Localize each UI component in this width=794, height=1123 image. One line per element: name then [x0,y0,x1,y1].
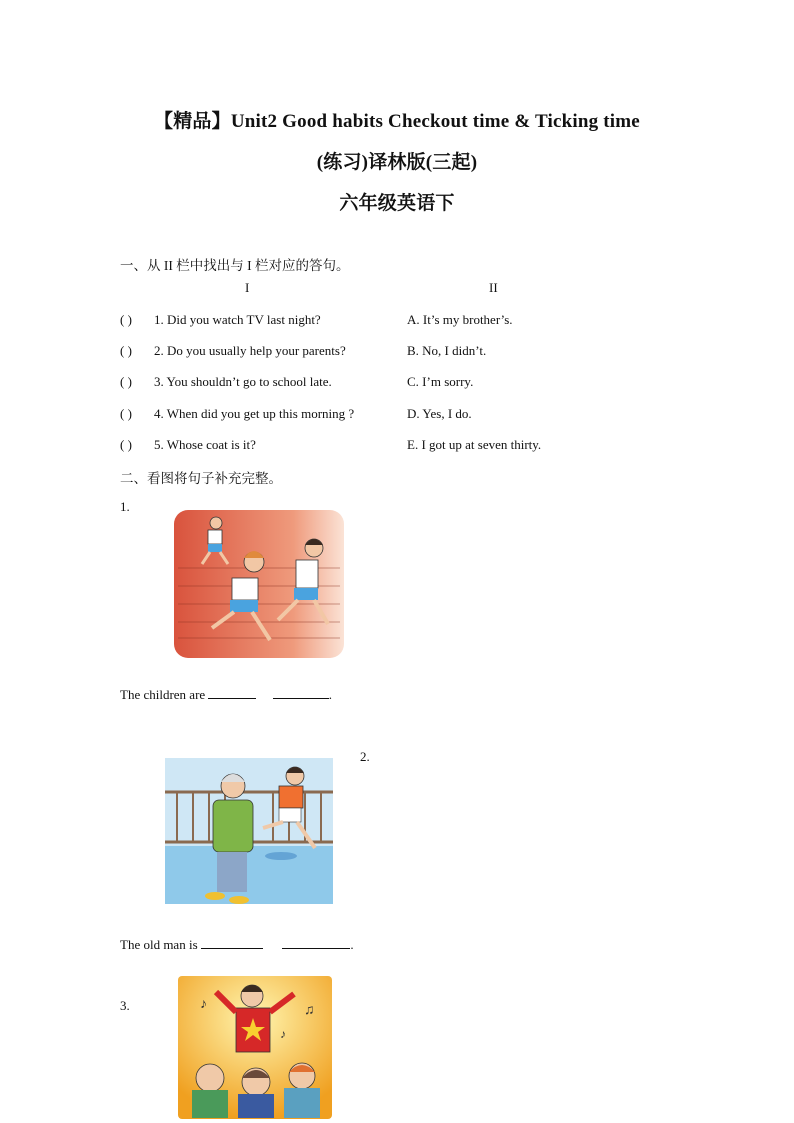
answer-paren[interactable]: ( ) [120,374,132,389]
question-row [120,312,321,328]
boy-running-past-old-man-illustration [163,756,335,906]
answer-blank[interactable] [208,686,256,699]
svg-text:♪: ♪ [200,997,207,1012]
answer-option: D. Yes, I do. [407,406,472,421]
singer-performing-audience-covering-ears-illustration [176,974,334,1119]
question-text: 1. Did you watch TV last night? [154,312,321,327]
question-row [120,406,354,422]
answer-option: B. No, I didn’t. [407,343,487,358]
sentence-text: The children are [120,687,206,702]
question-text: 2. Do you usually help your parents? [154,343,346,358]
question-text: 4. When did you get up this morning ? [154,406,355,421]
answer-paren[interactable]: ( ) [120,437,132,452]
column-header-II: II [489,280,498,295]
svg-text:♫: ♫ [304,1003,315,1018]
svg-text:♪: ♪ [280,1027,286,1041]
answer-paren[interactable]: ( ) [120,312,132,327]
answer-option: E. I got up at seven thirty. [407,437,542,452]
answer-option: A. It’s my brother’s. [407,312,513,327]
answer-blank[interactable] [201,936,263,949]
title-line-2: (练习)译林版(三起) [316,152,478,173]
item-number: 2. [360,749,370,764]
item-number: 3. [120,998,130,1013]
sentence-end: . [350,937,354,952]
title-line-3: 六年级英语下 [339,193,455,214]
answer-option: C. I’m sorry. [407,374,474,389]
answer-paren[interactable]: ( ) [120,343,132,358]
column-header-I: I [245,280,250,295]
sentence-end: . [328,687,332,702]
section2-heading: 二、看图将句子补充完整。 [120,471,282,486]
title-line-1: 【精品】Unit2 Good habits Checkout time & Ticking time [154,111,640,132]
question-row [120,437,256,453]
question-row [120,343,346,359]
question-row [120,374,332,390]
sentence-text: The old man is [120,937,198,952]
answer-blank[interactable] [273,686,329,699]
item-number: 1. [120,499,130,514]
fill-sentence-1 [120,686,332,703]
fill-sentence-2 [120,936,354,953]
children-running-race-illustration [172,508,346,660]
question-text: 3. You shouldn’t go to school late. [154,374,332,389]
answer-paren[interactable]: ( ) [120,406,132,421]
section1-heading: 一、从 II 栏中找出与 I 栏对应的答句。 [120,258,350,273]
answer-blank[interactable] [282,936,350,949]
question-text: 5. Whose coat is it? [154,437,256,452]
